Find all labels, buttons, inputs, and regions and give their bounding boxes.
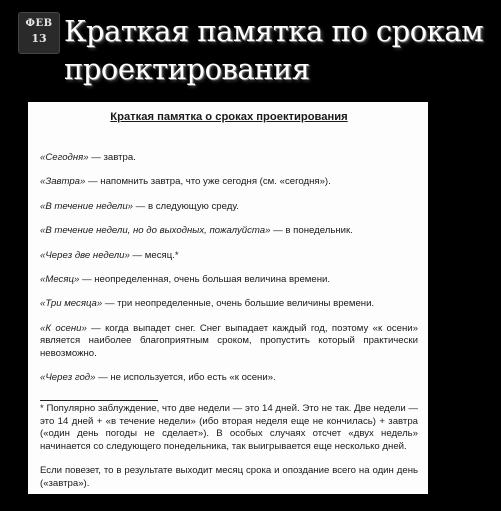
entry-text: — когда выпадет снег. Снег выпадает каждый год, поэтому «к осени» является наиболее благоприятным сроком, пропустить который практически невозможно. bbox=[40, 322, 418, 359]
entry-text: — неопределенная, очень большая величина времени. bbox=[79, 274, 331, 286]
footnote: * Популярно заблуждение, что две недели — это 14 дней. Это не так. Две недели — это 14 дней + «в течение недели» (ибо вторая неделя еще не кончилась) + завтра («один день погоды не сделает»). В особых случаях отсчет «двух недель» начинается со следующего понедельника, так выигрывается еще несколько дней. bbox=[40, 403, 418, 452]
memo-entry bbox=[40, 152, 418, 164]
date-day: 13 bbox=[31, 32, 47, 45]
memo-entry bbox=[40, 250, 418, 262]
entry-term: «В течение недели, но до выходных, пожалуйста» bbox=[40, 225, 271, 237]
memo-image bbox=[28, 102, 428, 494]
entry-text: — в следующую среду. bbox=[133, 200, 239, 212]
entry-term: «Месяц» bbox=[40, 274, 80, 286]
date-badge bbox=[18, 12, 60, 54]
post-title: Краткая памятка по срокам проектирования bbox=[64, 14, 484, 86]
entry-text: — в понедельник. bbox=[270, 225, 353, 237]
entry-term: «Через год» bbox=[40, 372, 96, 384]
entry-term: «К осени» bbox=[40, 322, 87, 334]
entry-text: — напомнить завтра, что уже сегодня (см. «сегодня»). bbox=[85, 176, 331, 188]
entry-text: — не используется, ибо есть «к осени». bbox=[95, 372, 276, 384]
entry-term: «Завтра» bbox=[40, 176, 86, 188]
memo-entry bbox=[40, 201, 418, 213]
memo-entry bbox=[40, 298, 418, 310]
entry-term: «Через две недели» bbox=[40, 249, 130, 261]
memo-entry bbox=[40, 323, 418, 360]
entry-term: «Сегодня» bbox=[40, 152, 89, 163]
footnote-divider bbox=[40, 400, 158, 401]
entry-term: «Три месяца» bbox=[40, 298, 103, 310]
closing-note: Если повезет, то в результате выходит месяц срока и опоздание всего на один день («завтра»). bbox=[40, 465, 418, 489]
memo-entry bbox=[40, 274, 418, 286]
entry-text: — три неопределенные, очень большие величины времени. bbox=[102, 298, 375, 310]
memo-entry bbox=[40, 372, 418, 384]
memo-title: Краткая памятка о сроках проектирования bbox=[110, 111, 348, 123]
entry-text: — завтра. bbox=[88, 152, 136, 163]
memo-entry bbox=[40, 176, 418, 188]
memo-entry bbox=[40, 225, 418, 237]
date-month: ФЕВ bbox=[25, 18, 53, 29]
entry-term: «В течение недели» bbox=[40, 200, 134, 212]
entry-text: — месяц.* bbox=[129, 249, 179, 261]
